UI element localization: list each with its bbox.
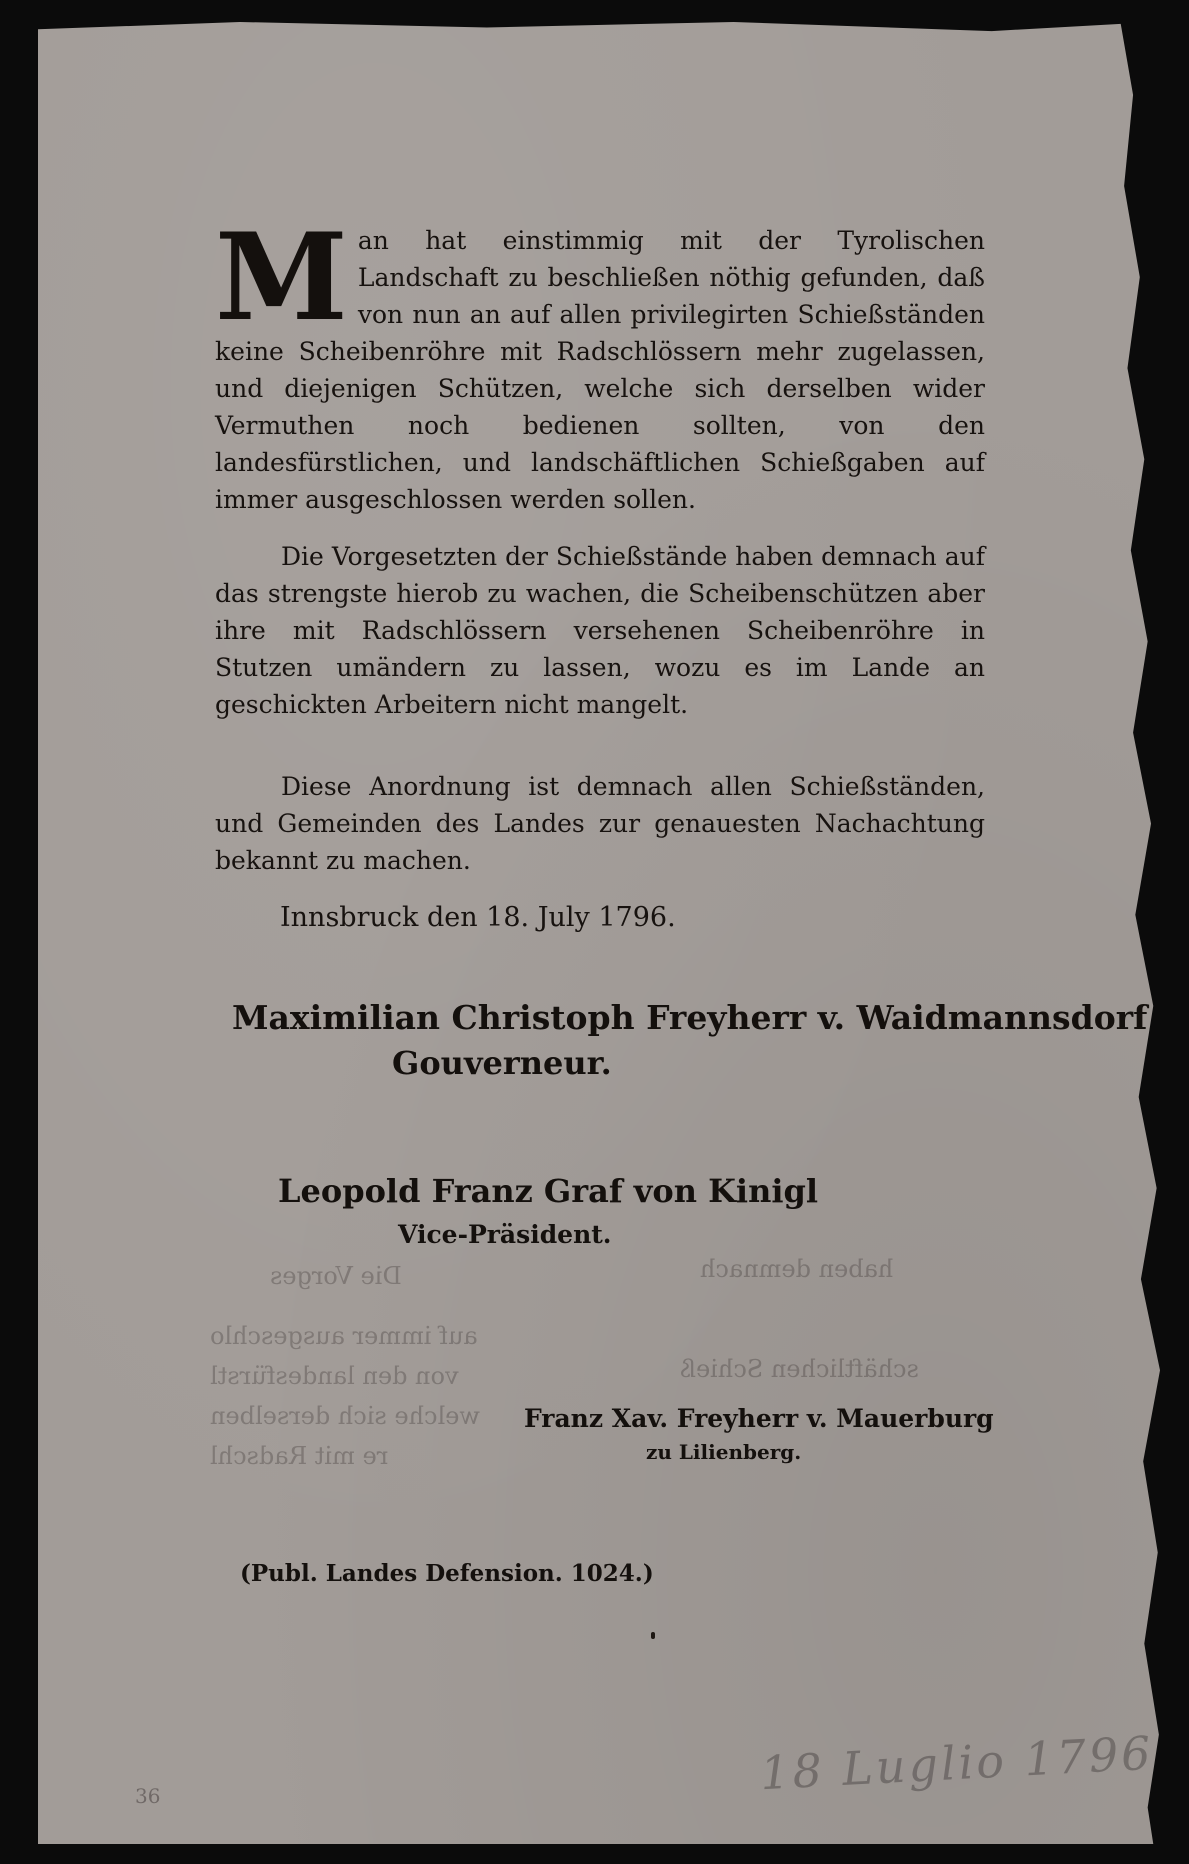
- show-through-text: von den landesfürstl: [210, 1362, 459, 1390]
- publication-reference: (Publ. Landes Defension. 1024.): [240, 1560, 654, 1587]
- dateline: Innsbruck den 18. July 1796.: [280, 902, 676, 933]
- decree-paragraph-3: Diese Anordnung ist demnach allen Schießständen, und Gemeinden des Landes zur genauesten Nachachtung bekannt zu machen.: [215, 772, 985, 875]
- paragraph-1-text: an hat einstimmig mit der Tyrolischen Landschaft zu beschließen nöthig gefunden, daß von nun an auf allen privilegirten Schießständen keine Scheibenröhre mit Radschlössern mehr zugelassen, und diejenigen Schützen, welche sich derselben wider Vermuthen noch bedienen sollten, von den landesfürstlichen, und landschäftlichen Schießgaben auf immer ausgeschlossen werden sollen.: [215, 226, 985, 514]
- show-through-text: schäftlichen Schieß: [680, 1355, 919, 1383]
- decree-paragraph-1: [215, 207, 985, 518]
- show-through-text: Die Vorges: [270, 1262, 402, 1290]
- show-through-text: haben demnach: [700, 1255, 894, 1283]
- show-through-text: auf immer ausgeschlo: [210, 1322, 478, 1350]
- handwritten-date-annotation: 18 Luglio 1796: [758, 1725, 1155, 1801]
- signature-councillor-title: zu Lilienberg.: [646, 1440, 802, 1464]
- show-through-text: welche sich derselben: [210, 1402, 480, 1430]
- signature-vice-president-title: Vice-Präsident.: [398, 1220, 612, 1249]
- decree-paragraph-2: Die Vorgesetzten der Schießstände haben demnach auf das strengste hierob zu wachen, die Scheibenschützen aber ihre mit Radschlössern versehenen Scheibenröhre in Stutzen umändern zu lassen, wozu es im Lande an geschickten Arbeitern nicht mangelt.: [215, 542, 985, 719]
- decorative-initial: M: [215, 207, 344, 348]
- signature-governor-title: Gouverneur.: [392, 1044, 612, 1082]
- handwritten-number-annotation: 36: [135, 1784, 161, 1808]
- signature-councillor-name: Franz Xav. Freyherr v. Mauerburg: [524, 1404, 994, 1433]
- signature-vice-president-name: Leopold Franz Graf von Kinigl: [278, 1172, 819, 1210]
- signature-governor-name: Maximilian Christoph Freyherr v. Waidmannsdorf: [232, 998, 1148, 1037]
- show-through-text: re mit Radschl: [210, 1442, 389, 1470]
- ink-speck: [651, 1632, 655, 1639]
